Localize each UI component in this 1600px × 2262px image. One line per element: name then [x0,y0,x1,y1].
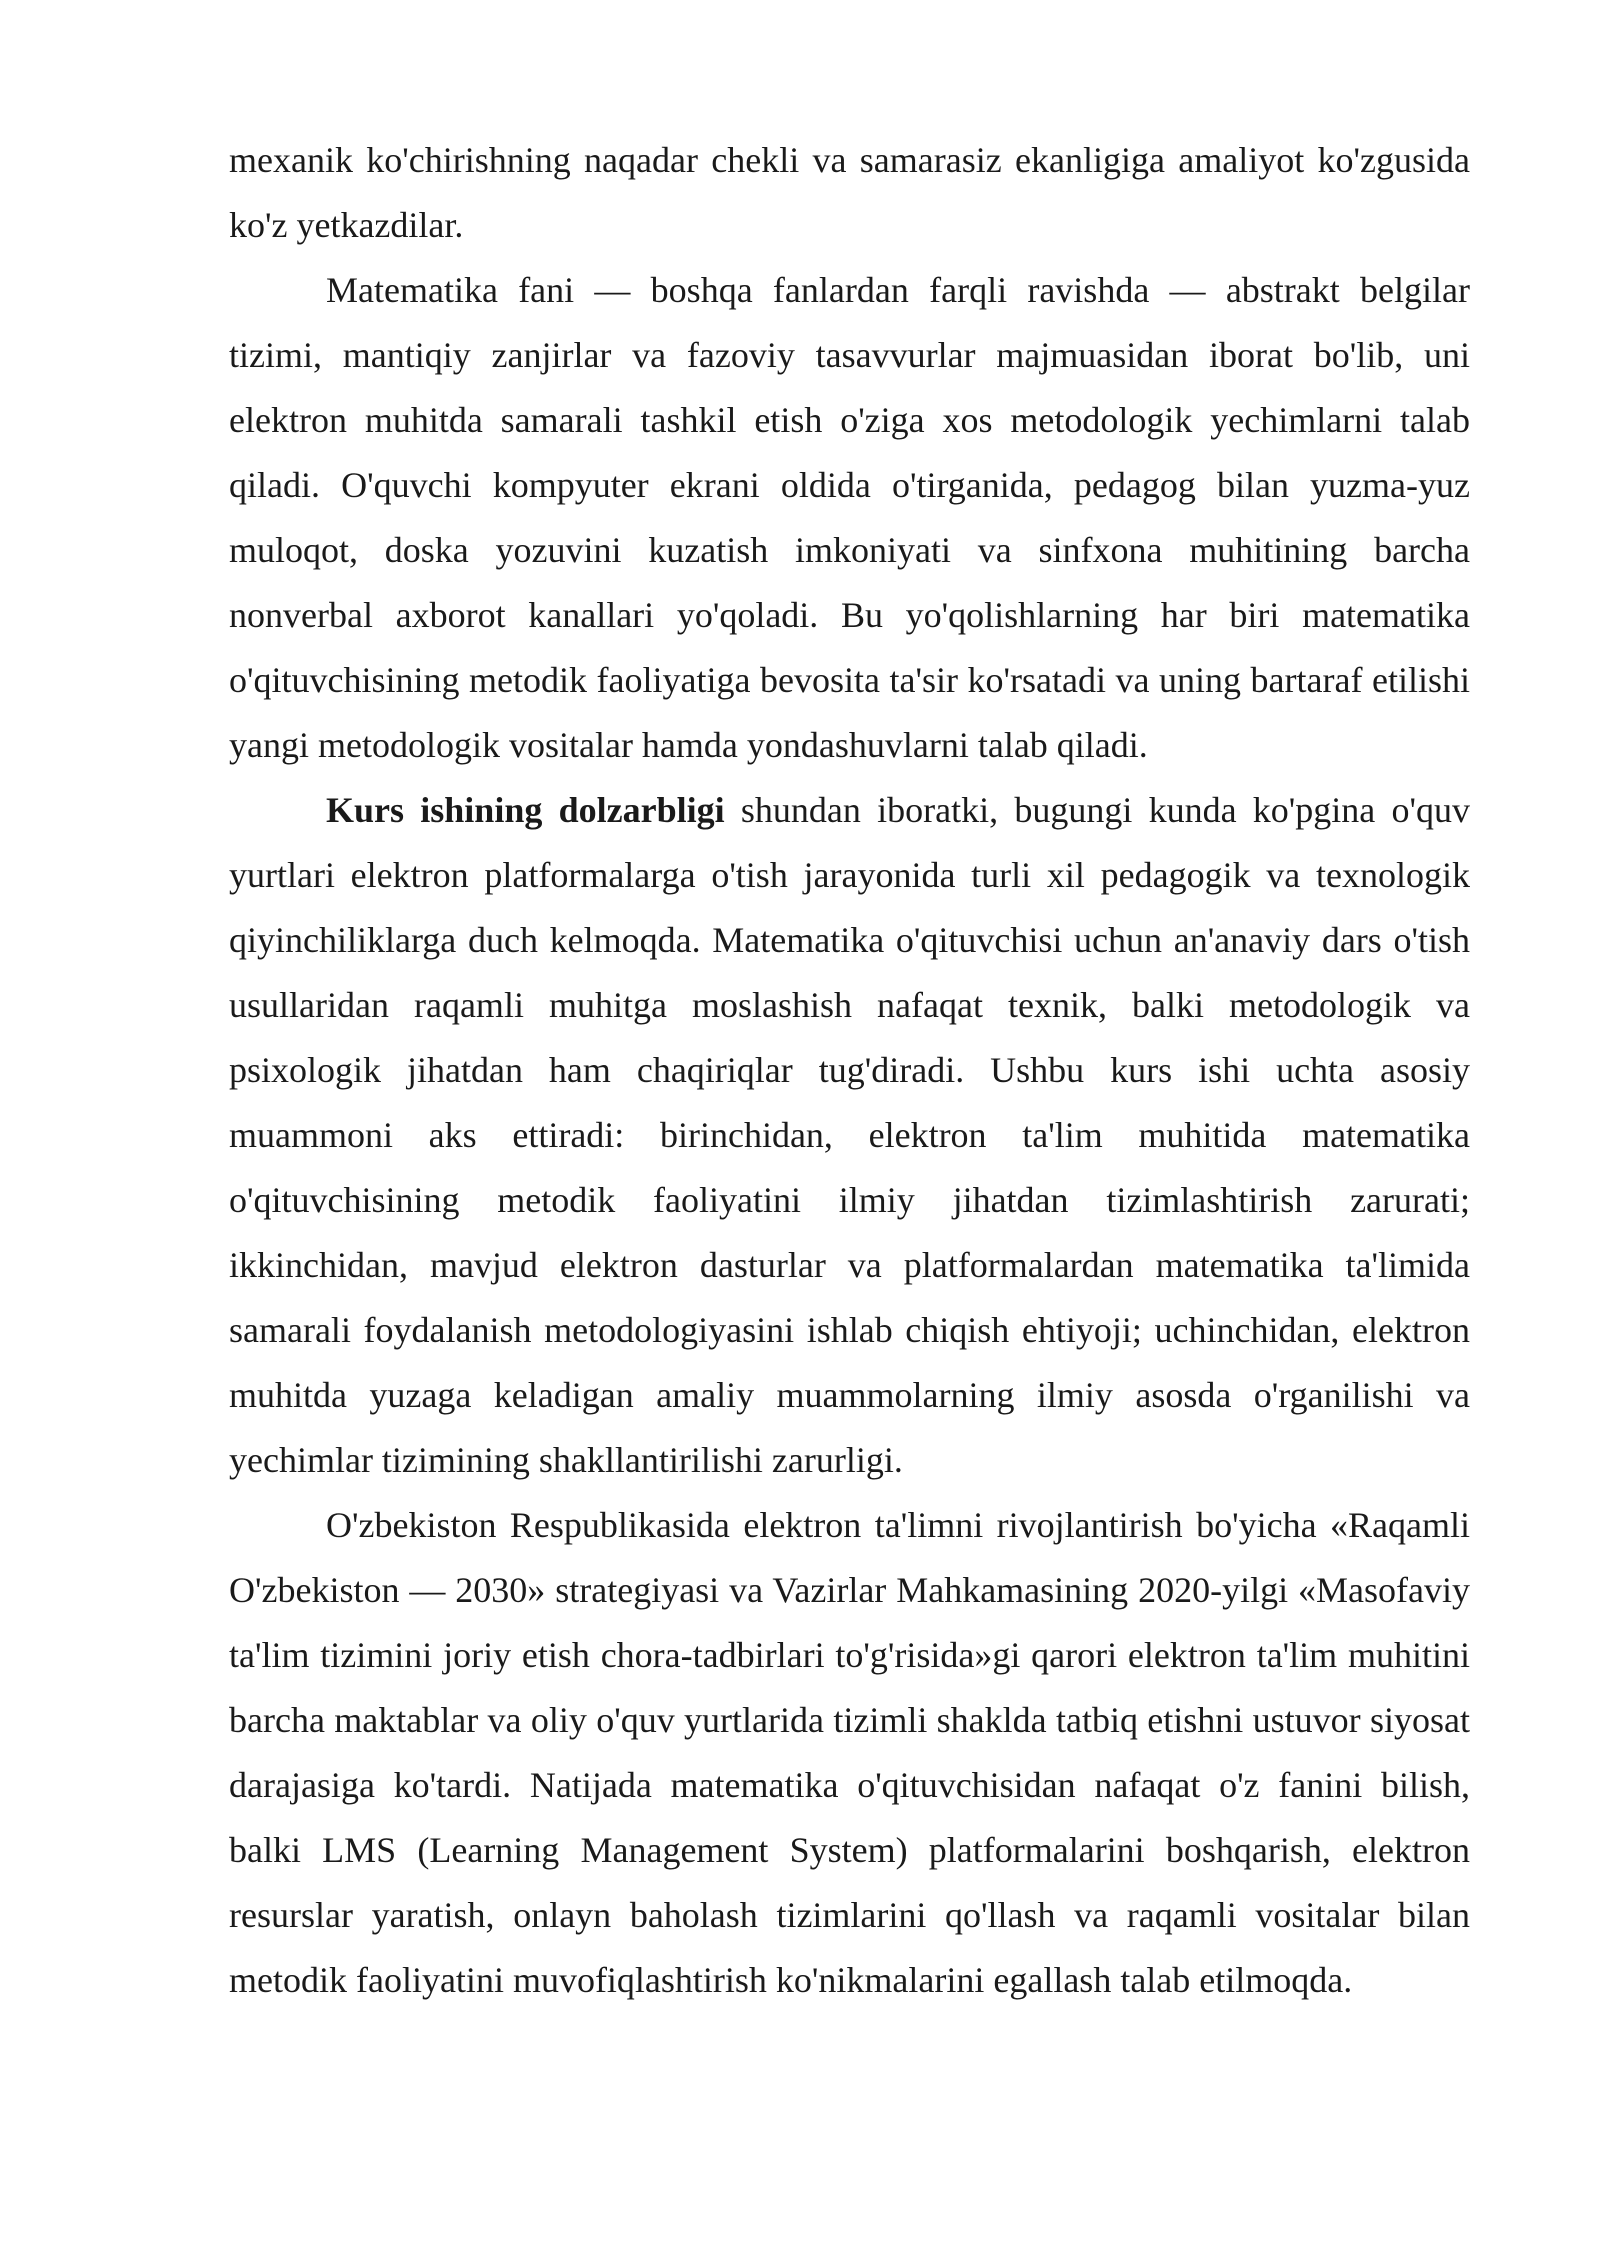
paragraph-uzbekistan [229,1493,1470,2013]
paragraph-text: mexanik ko'chirishning naqadar chekli va samarasiz ekanligiga amaliyot ko'zgusida ko'z yetkazdilar. [229,140,1470,245]
paragraph-relevance [229,778,1470,1493]
paragraph-mathematics [229,258,1470,778]
paragraph-text: O'zbekiston Respublikasida elektron ta'limni rivojlantirish bo'yicha «Raqamli O'zbekiston — 2030» strategiyasi va Vazirlar Mahkamasining 2020-yilgi «Masofaviy ta'lim tizimini joriy etish chora-tadbirlari to'g'risida»gi qarori elektron ta'lim muhitini barcha maktablar va oliy o'quv yurtlarida tizimli shaklda tatbiq etishni ustuvor siyosat darajasiga ko'tardi. Natijada matematika o'qituvchisidan nafaqat o'z fanini bilish, balki LMS (Learning Management System) platformalarini boshqarish, elektron resurslar yaratish, onlayn baholash tizimlarini qo'llash va raqamli vositalar bilan metodik faoliyatini muvofiqlashtirish ko'nikmalarini egallash talab etilmoqda. [229,1505,1470,2000]
paragraph-text: Matematika fani — boshqa fanlardan farqli ravishda — abstrakt belgilar tizimi, mantiqiy zanjirlar va fazoviy tasavvurlar majmuasidan iborat bo'lib, uni elektron muhitda samarali tashkil etish o'ziga xos metodologik yechimlarni talab qiladi. O'quvchi kompyuter ekrani oldida o'tirganida, pedagog bilan yuzma-yuz muloqot, doska yozuvini kuzatish imkoniyati va sinfxona muhitining barcha nonverbal axborot kanallari yo'qoladi. Bu yo'qolishlarning har biri matematika o'qituvchisining metodik faoliyatiga bevosita ta'sir ko'rsatadi va uning bartaraf etilishi yangi metodologik vositalar hamda yondashuvlarni talab qiladi. [229,270,1470,765]
paragraph-continuation [229,128,1470,258]
paragraph-text: shundan iboratki, bugungi kunda ko'pgina o'quv yurtlari elektron platformalarga o'tish jarayonida turli xil pedagogik va texnologik qiyinchiliklarga duch kelmoqda. Matematika o'qituvchisi uchun an'anaviy dars o'tish usullaridan raqamli muhitga moslashish nafaqat texnik, balki metodologik va psixologik jihatdan ham chaqiriqlar tug'diradi. Ushbu kurs ishi uchta asosiy muammoni aks ettiradi: birinchidan, elektron ta'lim muhitida matematika o'qituvchisining metodik faoliyatini ilmiy jihatdan tizimlashtirish zarurati; ikkinchidan, mavjud elektron dasturlar va platformalardan matematika ta'limida samarali foydalanish metodologiyasini ishlab chiqish ehtiyoji; uchinchidan, elektron muhitda yuzaga keladigan amaliy muammolarning ilmiy asosda o'rganilishi va yechimlar tizimining shakllantirilishi zarurligi. [229,790,1470,1480]
relevance-heading: Kurs ishining dolzarbligi [326,790,725,830]
document-page [229,128,1470,2013]
